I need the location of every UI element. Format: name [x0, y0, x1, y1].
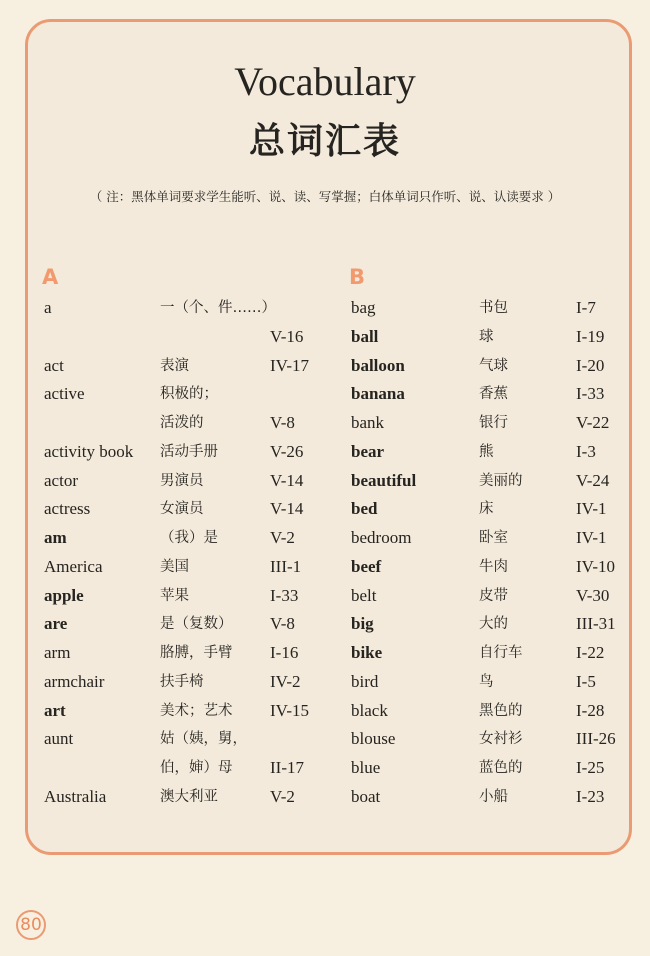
- vocab-meaning: 苹果: [160, 587, 189, 604]
- vocab-word: art: [44, 700, 66, 720]
- vocab-word: actor: [44, 470, 78, 490]
- vocab-word: banana: [351, 384, 405, 404]
- vocab-meaning: 是（复数）: [160, 616, 233, 633]
- vocab-meaning: 皮带: [479, 587, 508, 604]
- vocab-word: bear: [351, 441, 385, 461]
- vocab-meaning: 女演员: [160, 501, 204, 518]
- note-text: （ 注：黑体单词要求学生能听、说、读、写掌握；白体单词只作听、说、认读要求 ）: [89, 189, 561, 204]
- vocab-unit: III-31: [576, 614, 616, 634]
- vocab-meaning: 黑色的: [479, 702, 523, 719]
- vocab-word: a: [44, 298, 52, 317]
- vocab-word: beautiful: [351, 470, 417, 490]
- vocab-unit: I-23: [576, 786, 605, 806]
- vocab-meaning: 牛肉: [479, 558, 508, 575]
- vocab-word: bed: [351, 499, 378, 519]
- vocab-meaning: 扶手椅: [160, 673, 204, 690]
- vocab-meaning: 伯，婶）母: [160, 760, 233, 776]
- vocab-word: black: [351, 700, 388, 720]
- vocab-unit: I-7: [576, 298, 596, 317]
- vocab-meaning: 姑（姨，舅，: [160, 731, 247, 748]
- vocab-unit: IV-17: [270, 355, 310, 375]
- vocab-unit: III-1: [270, 556, 302, 576]
- vocab-meaning: （我）是: [160, 530, 218, 546]
- title-english: Vocabulary: [234, 59, 416, 104]
- vocab-word: boat: [351, 786, 381, 806]
- vocab-unit: IV-1: [576, 499, 607, 519]
- vocab-word: belt: [351, 585, 377, 605]
- vocab-unit: V-26: [270, 441, 304, 461]
- vocab-unit: I-22: [576, 643, 605, 662]
- vocab-meaning: 小船: [479, 788, 508, 805]
- vocab-meaning: 香蕉: [479, 386, 508, 403]
- vocab-word: America: [44, 556, 103, 576]
- vocab-meaning: 女衬衫: [479, 731, 523, 748]
- vocab-unit: V-2: [270, 786, 295, 806]
- vocab-meaning: 蓝色的: [479, 760, 523, 776]
- vocab-unit: IV-15: [270, 700, 310, 720]
- vocab-word: arm: [44, 643, 71, 662]
- vocab-meaning: 自行车: [479, 645, 523, 661]
- vocab-unit: I-3: [576, 441, 596, 461]
- vocab-word: activity book: [44, 441, 134, 461]
- vocab-unit: IV-2: [270, 671, 301, 691]
- vocab-word: bag: [351, 298, 376, 317]
- section-letter-a: A: [42, 265, 59, 289]
- vocab-word: Australia: [44, 786, 107, 806]
- vocab-word: apple: [44, 585, 84, 605]
- vocab-unit: V-30: [576, 585, 610, 605]
- vocab-unit: I-25: [576, 758, 605, 777]
- vocab-unit: V-14: [270, 499, 304, 519]
- vocab-meaning: 活泼的: [160, 415, 204, 431]
- vocab-meaning: 美术；艺术: [160, 702, 233, 719]
- vocab-word: are: [44, 614, 68, 634]
- vocab-meaning: 美国: [160, 558, 189, 575]
- vocab-meaning: 表演: [160, 357, 189, 374]
- vocab-meaning: 澳大利亚: [160, 788, 218, 805]
- vocab-word: active: [44, 384, 85, 404]
- vocab-unit: V-8: [270, 413, 295, 432]
- vocab-meaning: 球: [479, 328, 494, 345]
- vocab-word: bike: [351, 643, 383, 662]
- vocab-unit: IV-1: [576, 528, 607, 547]
- vocab-unit: I-33: [270, 585, 299, 605]
- vocab-unit: V-14: [270, 470, 304, 490]
- vocab-unit: I-20: [576, 355, 605, 375]
- vocab-unit: I-5: [576, 671, 596, 691]
- vocab-meaning: 大的: [479, 616, 508, 633]
- vocab-word: balloon: [351, 355, 405, 375]
- vocab-unit: V-2: [270, 528, 295, 547]
- vocab-meaning: 美丽的: [479, 472, 523, 489]
- vocab-meaning: 鸟: [479, 673, 494, 690]
- vocab-word: bedroom: [351, 528, 412, 547]
- vocab-meaning: 气球: [479, 357, 508, 374]
- vocab-unit: I-28: [576, 700, 605, 720]
- vocab-word: act: [44, 355, 64, 375]
- vocab-meaning: 卧室: [479, 530, 508, 546]
- vocab-word: ball: [351, 326, 379, 346]
- vocab-meaning: 银行: [479, 415, 508, 431]
- vocab-meaning: 床: [479, 501, 494, 518]
- vocab-word: bird: [351, 671, 379, 691]
- vocab-word: beef: [351, 556, 382, 576]
- vocab-meaning: 胳膊，手臂: [160, 645, 233, 661]
- vocab-unit: V-8: [270, 614, 295, 634]
- vocab-meaning: 活动手册: [160, 443, 218, 460]
- vocab-unit: V-16: [270, 326, 304, 346]
- vocab-meaning: 男演员: [160, 472, 204, 489]
- vocab-unit: IV-10: [576, 556, 616, 576]
- title-chinese: 总词汇表: [248, 121, 401, 162]
- vocab-word: blouse: [351, 729, 396, 749]
- vocab-word: blue: [351, 758, 381, 777]
- page-number: 80: [16, 910, 46, 940]
- vocab-unit: II-17: [270, 758, 304, 777]
- vocab-word: armchair: [44, 671, 105, 691]
- vocab-word: aunt: [44, 729, 74, 749]
- vocab-meaning: 积极的；: [160, 386, 218, 403]
- vocab-word: am: [44, 528, 67, 547]
- vocab-unit: V-22: [576, 413, 610, 432]
- vocab-meaning: 熊: [479, 443, 494, 460]
- vocab-word: bank: [351, 413, 385, 432]
- vocab-unit: V-24: [576, 470, 610, 490]
- vocab-unit: I-19: [576, 326, 605, 346]
- vocab-meaning: 书包: [479, 300, 508, 316]
- vocab-word: actress: [44, 499, 91, 519]
- vocab-unit: I-16: [270, 643, 299, 662]
- section-letter-b: B: [349, 265, 366, 289]
- vocab-unit: I-33: [576, 384, 605, 404]
- vocab-word: big: [351, 614, 374, 634]
- vocab-meaning: 一（个、件……）: [160, 300, 276, 316]
- vocab-unit: III-26: [576, 729, 616, 749]
